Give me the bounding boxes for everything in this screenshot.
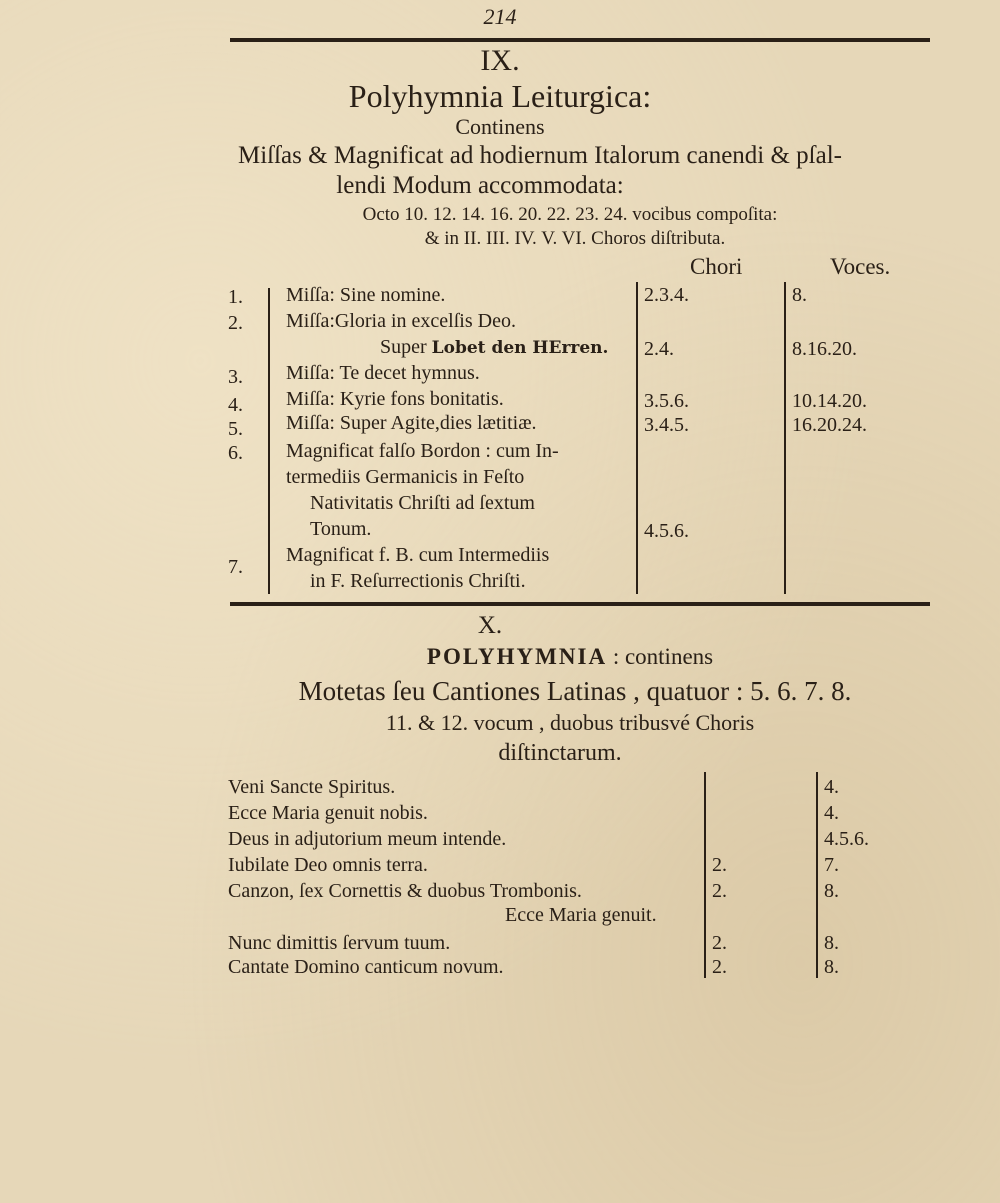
table-ix-row-chori: 2.3.4. <box>644 284 689 306</box>
table-ix-row-title: termediis Germanicis in Feſto <box>286 466 525 488</box>
table-x-right-rule <box>816 772 818 978</box>
table-x-row-voces: 4. <box>824 776 839 798</box>
table-ix-row-title: Miſſa: Super Agite,dies lætitiæ. <box>286 412 537 434</box>
table-ix-right-rule <box>784 282 786 594</box>
table-ix-row-title: Miſſa: Sine nomine. <box>286 284 446 306</box>
table-x-row-voces: 8. <box>824 956 839 978</box>
row-number: 4. <box>228 394 243 416</box>
table-x-row-title: Iubilate Deo omnis terra. <box>228 854 428 876</box>
section-ix-line4: & in II. III. IV. V. VI. Choros diſtributa. <box>424 228 726 249</box>
table-x-middle-rule <box>704 772 706 978</box>
table-x-row-title: Veni Sancte Spiritus. <box>228 776 396 798</box>
table-ix-row-title <box>380 336 608 359</box>
gothic-text: Lobet den HErren. <box>431 338 609 358</box>
table-x-row-voces: 4.5.6. <box>824 828 869 850</box>
table-ix-row-title: Tonum. <box>310 518 372 540</box>
section-ix-continens: Continens <box>455 114 545 139</box>
table-x-row-chori: 2. <box>712 854 727 876</box>
super-label: Super <box>380 336 427 358</box>
table-ix-row-title: Magnificat f. B. cum Intermediis <box>286 544 550 566</box>
section-x-line2: 11. & 12. vocum , duobus tribusvé Choris <box>385 710 755 735</box>
table-x-row-chori: 2. <box>712 956 727 978</box>
table-ix-middle-rule <box>636 282 638 594</box>
table-x-row-title: Cantate Domino canticum novum. <box>228 956 504 978</box>
table-ix-row-chori: 3.5.6. <box>644 390 689 412</box>
table-ix-row-title: Nativitatis Chriſti ad ſextum <box>310 492 535 514</box>
table-x-row-title: Canzon, ſex Cornettis & duobus Trombonis. <box>228 880 582 902</box>
column-header-chori: Chori <box>690 254 743 279</box>
section-ix-title: Polyhymnia Leiturgica: <box>348 78 652 114</box>
section-x-line3: diſtinctarum. <box>498 740 622 766</box>
section-ix-line2: lendi Modum accommodata: <box>336 172 624 199</box>
section-divider-rule <box>230 602 930 606</box>
table-ix-row-voces: 8.16.20. <box>792 338 857 360</box>
table-x-row-title: Deus in adjutorium meum intende. <box>228 828 507 850</box>
row-number: 6. <box>228 442 243 464</box>
table-x-row-title: Nunc dimittis ſervum tuum. <box>228 932 451 954</box>
table-x-row-voces: 7. <box>824 854 839 876</box>
table-ix-row-chori: 4.5.6. <box>644 520 689 542</box>
table-ix-row-title: Miſſa:Gloria in excelſis Deo. <box>286 310 516 332</box>
section-x-numeral: X. <box>477 612 503 639</box>
table-ix-row-voces: 8. <box>792 284 807 306</box>
row-number: 1. <box>228 286 243 308</box>
top-rule <box>230 38 930 42</box>
section-x-title-caps: POLYHYMNIA <box>426 644 608 669</box>
table-ix-row-title: Magnificat falſo Bordon : cum In- <box>286 440 559 462</box>
table-x-row-title: Ecce Maria genuit. <box>505 904 657 926</box>
table-x-row-chori: 2. <box>712 932 727 954</box>
table-ix-row-voces: 10.14.20. <box>792 390 867 412</box>
table-ix-row-title: in F. Reſurrectionis Chriſti. <box>310 570 526 592</box>
section-ix-line3: Octo 10. 12. 14. 16. 20. 22. 23. 24. vocibus compoſita: <box>362 204 778 225</box>
table-x-row-voces: 8. <box>824 932 839 954</box>
table-x-row-chori: 2. <box>712 880 727 902</box>
table-ix-row-title: Miſſa: Te decet hymnus. <box>286 362 480 384</box>
table-ix-row-chori: 2.4. <box>644 338 674 360</box>
page-number: 214 <box>483 4 517 29</box>
section-x-title-rest: : continens <box>612 644 714 669</box>
table-x-row-voces: 4. <box>824 802 839 824</box>
row-number: 3. <box>228 366 243 388</box>
column-header-voces: Voces. <box>830 254 891 279</box>
row-number: 7. <box>228 556 243 578</box>
table-ix-row-chori: 3.4.5. <box>644 414 689 436</box>
section-ix-line1: Miſſas & Magnificat ad hodiernum Italorum canendi & pſal- <box>237 142 842 169</box>
section-x-line1: Motetas ſeu Cantiones Latinas , quatuor : 5. 6. 7. 8. <box>298 676 852 706</box>
table-ix-left-rule <box>268 288 270 594</box>
row-number: 2. <box>228 312 243 334</box>
section-ix-numeral: IX. <box>480 44 520 77</box>
section-x-title <box>70 644 1000 670</box>
row-number: 5. <box>228 418 243 440</box>
table-x-row-voces: 8. <box>824 880 839 902</box>
table-x-row-title: Ecce Maria genuit nobis. <box>228 802 428 824</box>
table-ix-row-voces: 16.20.24. <box>792 414 867 436</box>
table-ix-row-title: Miſſa: Kyrie fons bonitatis. <box>286 388 504 410</box>
